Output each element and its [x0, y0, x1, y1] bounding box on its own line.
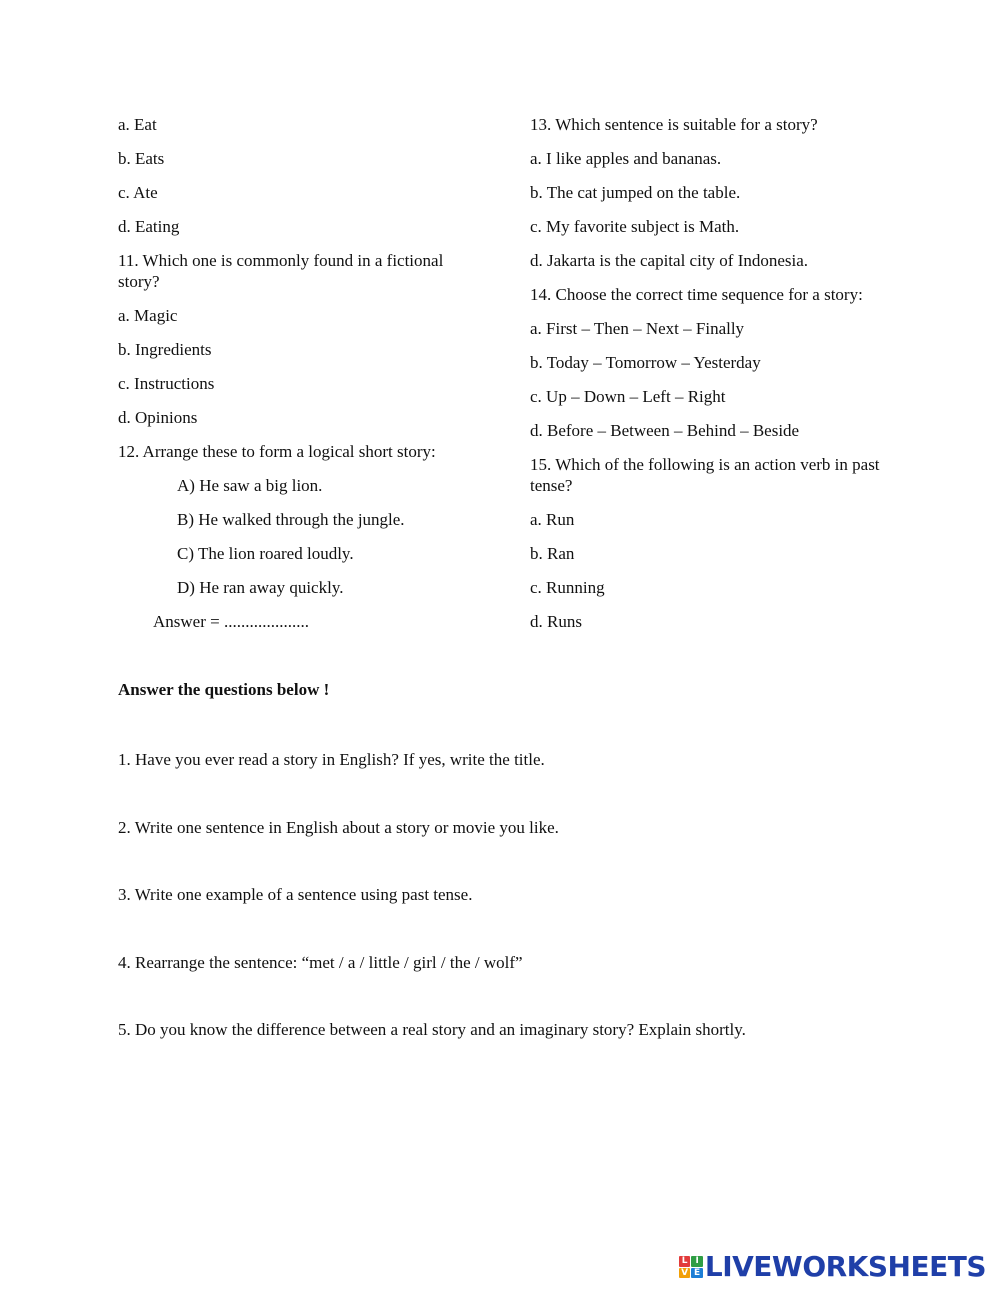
sentence-12b: B) He walked through the jungle. [177, 510, 405, 529]
logo-mark-l: L [679, 1256, 691, 1267]
essay-question-4: 4. Rearrange the sentence: “met / a / little / girl / the / wolf” [118, 953, 523, 972]
essay-question-5: 5. Do you know the difference between a real story and an imaginary story? Explain shortly. [118, 1020, 746, 1039]
left-column [118, 114, 470, 645]
option-10d: d. Eating [118, 217, 180, 236]
question-11: 11. Which one is commonly found in a fictional story? [118, 251, 444, 291]
right-column [530, 114, 890, 645]
question-12: 12. Arrange these to form a logical short story: [118, 442, 436, 461]
option-14d: d. Before – Between – Behind – Beside [530, 421, 800, 440]
option-15d: d. Runs [530, 612, 582, 631]
option-11a: a. Magic [118, 306, 178, 325]
option-11d: d. Opinions [118, 408, 198, 427]
option-11b: b. Ingredients [118, 340, 212, 359]
option-13b: b. The cat jumped on the table. [530, 183, 741, 202]
sentence-12d: D) He ran away quickly. [177, 578, 344, 597]
option-13d: d. Jakarta is the capital city of Indonesia. [530, 251, 809, 270]
question-15: 15. Which of the following is an action verb in past tense? [530, 455, 880, 495]
option-13a: a. I like apples and bananas. [530, 149, 722, 168]
essay-question-3: 3. Write one example of a sentence using past tense. [118, 885, 473, 904]
question-13: 13. Which sentence is suitable for a story? [530, 115, 818, 134]
liveworksheets-mark-icon [679, 1256, 703, 1278]
logo-text: LIVEWORKSHEETS [704, 1250, 986, 1283]
essay-question-2: 2. Write one sentence in English about a story or movie you like. [118, 818, 559, 837]
option-13c: c. My favorite subject is Math. [530, 217, 740, 236]
option-10b: b. Eats [118, 149, 165, 168]
option-14a: a. First – Then – Next – Finally [530, 319, 745, 338]
logo-mark-v: V [679, 1268, 691, 1279]
option-15c: c. Running [530, 578, 605, 597]
liveworksheets-logo [679, 1252, 986, 1282]
sentence-12c: C) The lion roared loudly. [177, 544, 354, 563]
essay-question-1: 1. Have you ever read a story in English? If yes, write the title. [118, 750, 545, 769]
logo-mark-i: I [691, 1256, 703, 1267]
option-10c: c. Ate [118, 183, 158, 202]
option-15b: b. Ran [530, 544, 575, 563]
logo-mark-e: E [691, 1268, 703, 1279]
option-14c: c. Up – Down – Left – Right [530, 387, 726, 406]
question-14: 14. Choose the correct time sequence for a story: [530, 285, 863, 304]
sentence-12a: A) He saw a big lion. [177, 476, 323, 495]
option-10a: a. Eat [118, 115, 157, 134]
essay-section-title: Answer the questions below ! [118, 680, 330, 699]
option-15a: a. Run [530, 510, 575, 529]
option-11c: c. Instructions [118, 374, 215, 393]
answer-12-blank[interactable]: Answer = .................... [153, 612, 309, 631]
option-14b: b. Today – Tomorrow – Yesterday [530, 353, 761, 372]
